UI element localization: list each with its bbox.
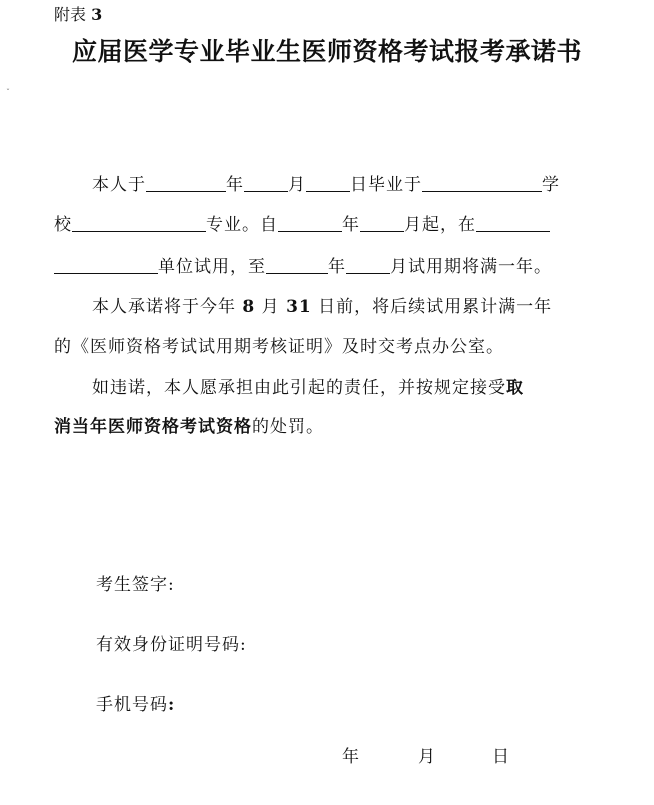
annex-label — [54, 2, 102, 25]
margin-mark: ˇ — [6, 88, 10, 97]
para3-line2: 消当年医师资格考试资格的处罚。 — [54, 417, 324, 437]
trial-end-year-blank[interactable] — [266, 257, 328, 274]
trial-start-year-blank[interactable] — [278, 215, 342, 232]
phone-number-label: 手机号码: — [96, 695, 176, 715]
para3-line1: 如违诺，本人愿承担由此引起的责任，并按规定接受取 — [92, 378, 524, 398]
date-day-label: 日 — [492, 747, 509, 767]
candidate-signature-label: 考生签字: — [96, 575, 175, 595]
trial-start-month-blank[interactable] — [360, 215, 404, 232]
graduation-year-blank[interactable] — [146, 175, 226, 192]
work-unit-blank-part2[interactable] — [54, 257, 158, 274]
para1-line2: 校 专业。自 年 月起，在 — [54, 210, 614, 235]
graduation-month-blank[interactable] — [244, 175, 288, 192]
work-unit-blank-part1[interactable] — [476, 215, 550, 232]
graduation-day-blank[interactable] — [306, 175, 350, 192]
para1-line1: 本人于 年 月 日毕业于 学 — [92, 175, 560, 195]
date-year-label: 年 — [342, 747, 359, 767]
annex-number: 3 — [91, 5, 103, 24]
id-number-label: 有效身份证明号码: — [96, 635, 247, 655]
major-blank[interactable] — [72, 215, 206, 232]
school-blank[interactable] — [422, 175, 542, 192]
trial-end-month-blank[interactable] — [346, 257, 390, 274]
date-month-label: 月 — [418, 747, 435, 767]
deadline-day: 31 — [286, 297, 312, 317]
document-title: 应届医学专业毕业生医师资格考试报考承诺书 — [71, 37, 582, 66]
para2-line1: 本人承诺将于今年 8 月 31 日前，将后续试用累计满一年 — [92, 297, 553, 317]
deadline-month: 8 — [242, 297, 256, 317]
annex-prefix: 附表 — [54, 5, 87, 24]
penalty-text: 消当年医师资格考试资格 — [54, 417, 252, 437]
para2-line2: 的《医师资格考试试用期考核证明》及时交考点办公室。 — [54, 337, 504, 357]
para1-line3: 单位试用，至 年 月试用期将满一年。 — [54, 252, 614, 277]
